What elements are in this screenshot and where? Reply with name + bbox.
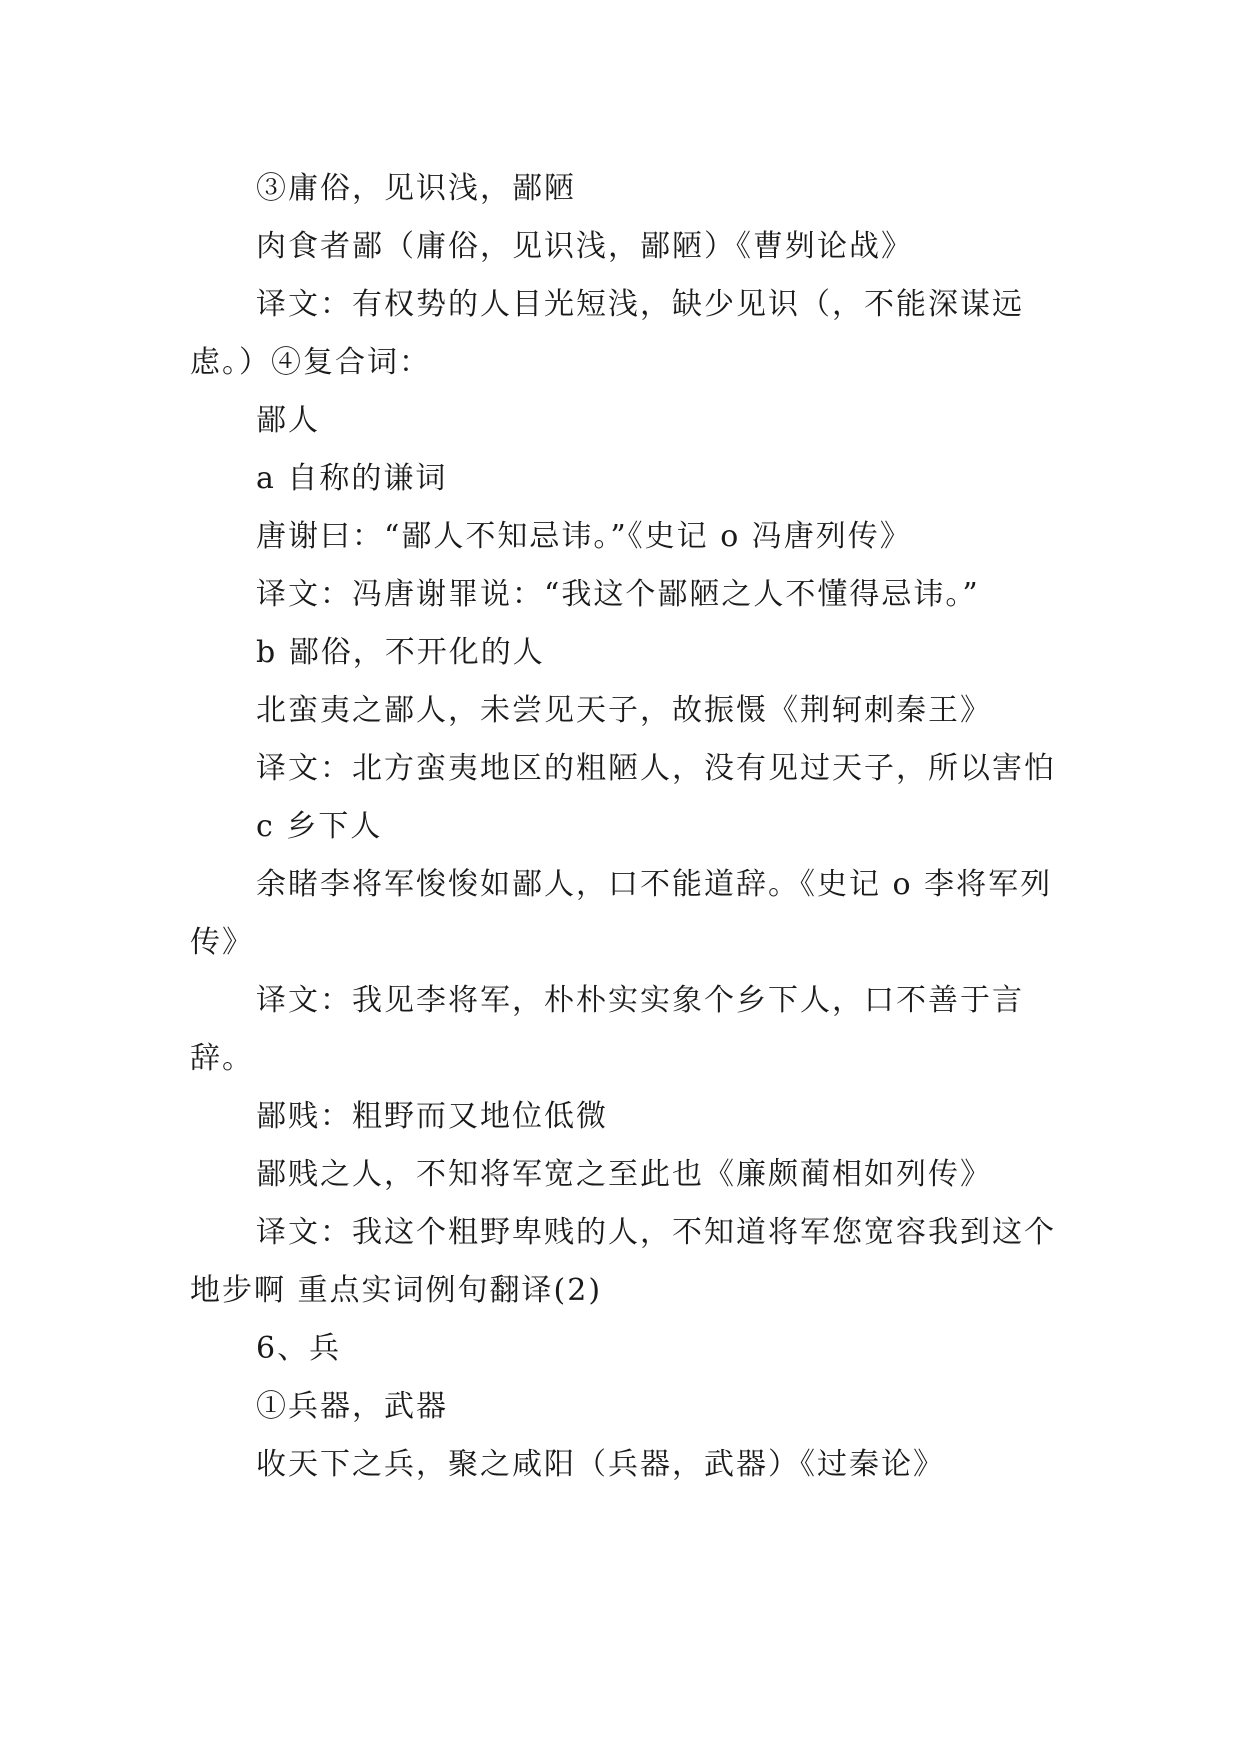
document-body (190, 160, 1060, 1494)
paragraph-3: 译文：有权势的人目光短浅，缺少见识（，不能深谋远虑。）④复合词： (190, 287, 1024, 380)
paragraph-18: ①兵器，武器 (256, 1389, 448, 1424)
paragraph-11: c 乡下人 (256, 809, 383, 844)
paragraph-1: ③庸俗，见识浅，鄙陋 (256, 171, 576, 206)
paragraph-9: 北蛮夷之鄙人，未尝见天子，故振慑《荆轲刺秦王》 (256, 693, 992, 728)
paragraph-5: a 自称的谦词 (256, 461, 448, 496)
paragraph-14: 鄙贱：粗野而又地位低微 (256, 1099, 608, 1134)
paragraph-19: 收天下之兵，聚之咸阳（兵器，武器）《过秦论》 (256, 1447, 945, 1482)
paragraph-7: 译文：冯唐谢罪说：“我这个鄙陋之人不懂得忌讳。” (256, 577, 980, 612)
paragraph-17: 6、兵 (256, 1331, 342, 1366)
paragraph-6: 唐谢曰：“鄙人不知忌讳。”《史记 o 冯唐列传》 (256, 519, 912, 554)
paragraph-2: 肉食者鄙（庸俗，见识浅，鄙陋）《曹刿论战》 (256, 229, 913, 264)
paragraph-16: 译文：我这个粗野卑贱的人，不知道将军您宽容我到这个地步啊 重点实词例句翻译(2) (190, 1215, 1056, 1308)
paragraph-8: b 鄙俗，不开化的人 (256, 635, 545, 670)
paragraph-12: 余睹李将军悛悛如鄙人，口不能道辞。《史记 o 李将军列传》 (190, 867, 1053, 960)
paragraph-4: 鄙人 (256, 403, 320, 438)
paragraph-13: 译文：我见李将军，朴朴实实象个乡下人，口不善于言辞。 (190, 983, 1024, 1076)
paragraph-15: 鄙贱之人，不知将军宽之至此也《廉颇蔺相如列传》 (256, 1157, 992, 1192)
paragraph-10: 译文：北方蛮夷地区的粗陋人，没有见过天子，所以害怕 (256, 751, 1056, 786)
